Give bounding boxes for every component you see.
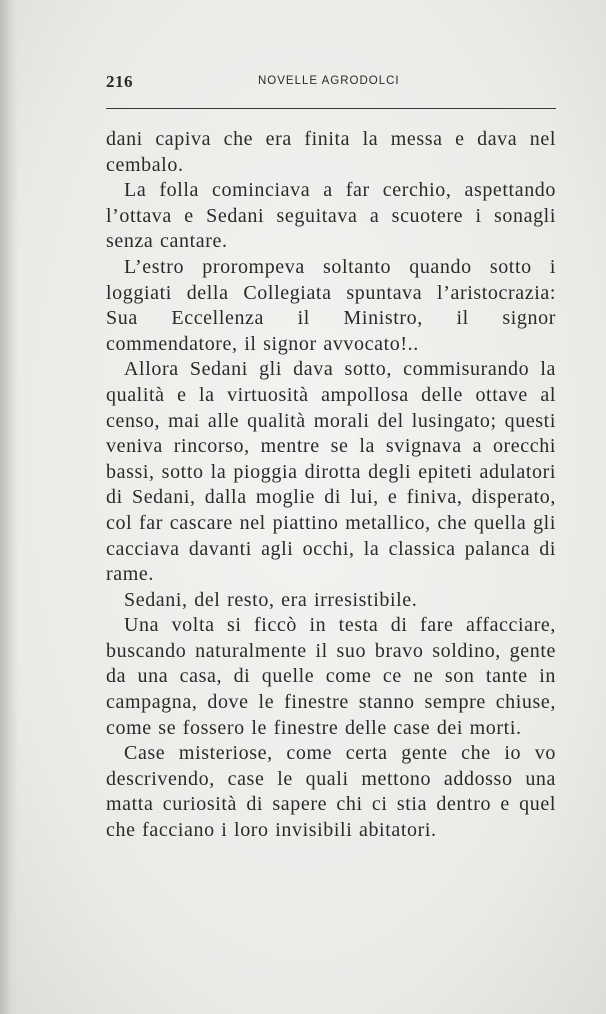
paragraph: dani capiva che era finita la messa e dava nel cembalo.: [106, 128, 556, 176]
body-text: [106, 127, 556, 844]
paragraph: Allora Sedani gli dava sotto, commisurando la qualità e la virtuosità ampollosa delle ottave al censo, mai alle qualità morali del lusingato; questi veniva rincorso, mentre se la svignava a orecchi bassi, sotto la pioggia dirotta degli epiteti adulatori di Sedani, dalla moglie di lui, e finiva, disperato, col far cascare nel piattino metallico, che quella gli cacciava davanti agli occhi, la classica palanca di rame.: [106, 358, 556, 586]
page-header: [106, 72, 556, 96]
paragraph: Case misteriose, come certa gente che io vo descrivendo, case le quali mettono addosso una matta curiosità di sapere chi ci stia dentro e quel che facciano i loro invisibili abitatori.: [106, 742, 556, 842]
page-number: 216: [106, 72, 133, 91]
paragraph: La folla cominciava a far cerchio, aspettando l’ottava e Sedani seguitava a scuotere i sonagli senza cantare.: [106, 179, 556, 253]
running-title: NOVELLE AGRODOLCI: [258, 75, 400, 87]
paragraph: Sedani, del resto, era irresistibile.: [124, 588, 418, 611]
binding-shadow: [0, 0, 18, 1014]
header-rule: [106, 108, 556, 109]
paragraph: Una volta si ficcò in testa di fare affacciare, buscando naturalmente il suo bravo soldino, gente da una casa, di quelle come ce ne son tante in campagna, dove le finestre stanno sempre chiuse, come se fossero le finestre delle case dei morti.: [106, 614, 556, 739]
paragraph: L’estro prorompeva soltanto quando sotto i loggiati della Collegiata spuntava l’aristocrazia: Sua Eccellenza il Ministro, il signor commendatore, il signor avvocato!..: [106, 255, 556, 355]
